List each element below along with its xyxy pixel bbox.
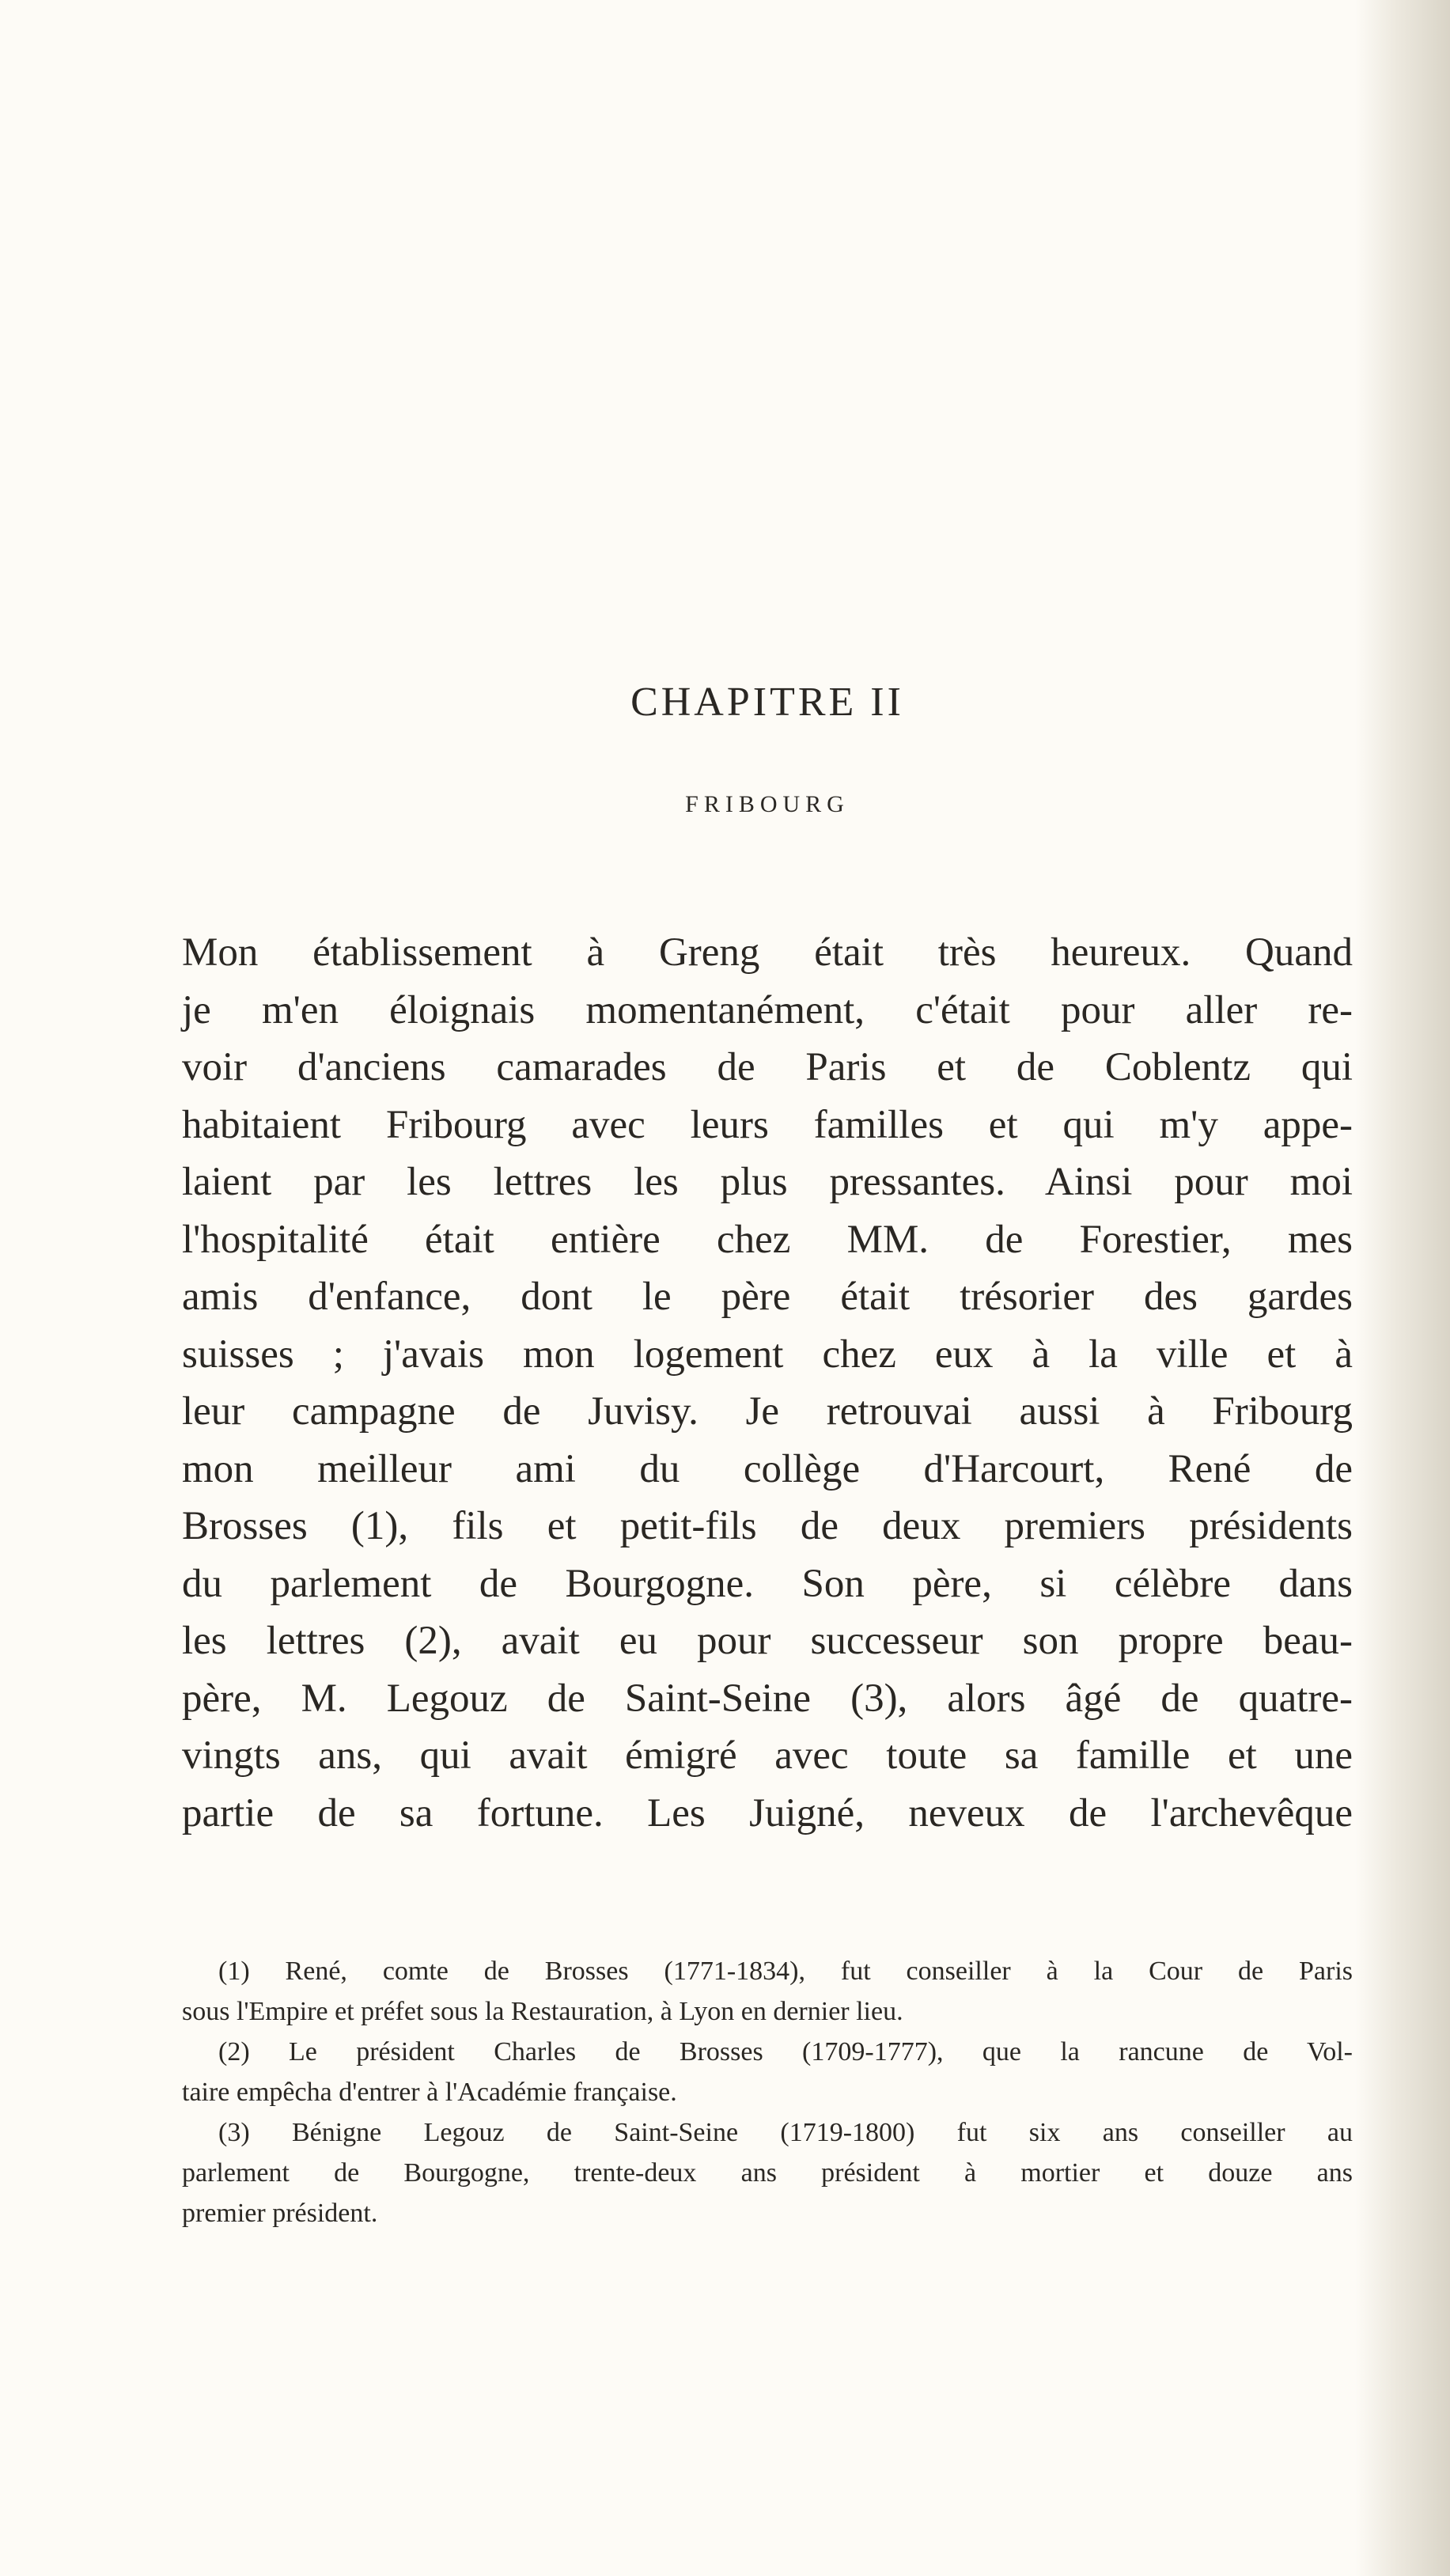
body-line: du parlement de Bourgogne. Son père, si célèbre dans: [182, 1561, 1353, 1606]
body-line: mon meilleur ami du collège d'Harcourt, René de: [182, 1446, 1353, 1491]
chapter-subtitle: FRIBOURG: [685, 791, 850, 817]
body-paragraph: [182, 924, 1353, 1842]
chapter-title: CHAPITRE II: [630, 680, 904, 725]
footnote-line: (3) Bénigne Legouz de Saint-Seine (1719-1800) fut six ans conseiller au: [218, 2118, 1353, 2147]
body-line: vingts ans, qui avait émigré avec toute sa famille et une: [182, 1733, 1353, 1778]
body-line: suisses ; j'avais mon logement chez eux à la ville et à: [182, 1332, 1353, 1377]
body-line: Mon établissement à Greng était très heureux. Quand: [182, 930, 1353, 975]
footnote-2: [182, 2032, 1353, 2112]
footnote-line: sous l'Empire et préfet sous la Restauration, à Lyon en dernier lieu.: [182, 1997, 903, 2026]
footnote-1: [182, 1951, 1353, 2032]
body-line: Brosses (1), fils et petit-fils de deux premiers présidents: [182, 1504, 1353, 1548]
page-binding-shadow: [1355, 0, 1450, 2576]
body-line: amis d'enfance, dont le père était trésorier des gardes: [182, 1275, 1353, 1319]
footnote-3: [182, 2112, 1353, 2233]
body-line: partie de sa fortune. Les Juigné, neveux de l'archevêque: [182, 1790, 1353, 1835]
footnotes: [182, 1951, 1353, 2233]
footnote-line: (1) René, comte de Brosses (1771-1834), fut conseiller à la Cour de Paris: [218, 1957, 1353, 1986]
body-line: les lettres (2), avait eu pour successeur son propre beau-: [182, 1619, 1353, 1663]
book-page: [182, 0, 1353, 2576]
body-line: leur campagne de Juvisy. Je retrouvai aussi à Fribourg: [182, 1389, 1353, 1434]
footnote-line: premier président.: [182, 2199, 378, 2228]
body-line: l'hospitalité était entière chez MM. de Forestier, mes: [182, 1217, 1353, 1262]
body-line: habitaient Fribourg avec leurs familles et qui m'y appe-: [182, 1102, 1353, 1147]
footnote-line: taire empêcha d'entrer à l'Académie française.: [182, 2078, 677, 2107]
footnote-line: parlement de Bourgogne, trente-deux ans président à mortier et douze ans: [182, 2158, 1353, 2188]
footnote-line: (2) Le président Charles de Brosses (1709-1777), que la rancune de Vol-: [218, 2037, 1353, 2066]
body-line: laient par les lettres les plus pressantes. Ainsi pour moi: [182, 1160, 1353, 1204]
body-line: voir d'anciens camarades de Paris et de Coblentz qui: [182, 1045, 1353, 1089]
body-line: père, M. Legouz de Saint-Seine (3), alors âgé de quatre-: [182, 1676, 1353, 1721]
body-line: je m'en éloignais momentanément, c'était pour aller re-: [182, 987, 1353, 1032]
